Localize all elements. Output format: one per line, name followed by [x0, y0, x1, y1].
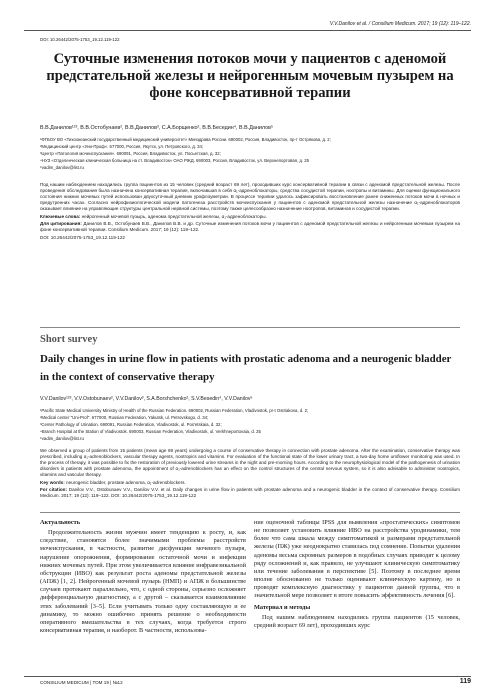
citation-label: For citation: — [40, 487, 68, 493]
header-rule — [24, 30, 471, 31]
affiliation: ¹Pacific State Medical University Ministry of Health of the Russian Federation. 690002, Russian Federation, Vladivostok, pr-t Ostriakova, d. 2; — [40, 408, 309, 413]
keywords-label: Key words: — [40, 479, 65, 485]
affiliation: ³Center Pathology of Urination. 690091, Russian Federation, Vladivostok, ul. Pos'etskaia, d. 32; — [40, 422, 222, 428]
title-russian: Суточные изменения потоков мочи у пациентов с аденомой предстательной железы и нейрогенным мочевым пузырем на фоне консервативной терапии — [46, 51, 454, 102]
footer-journal: CONSILIUM MEDICUM | ТОМ 19 | №12 — [40, 680, 123, 685]
affiliation: ⁴Branch Hospital at the Station of Vladivostok. 690003, Russian Federation, Vladivostok, ul. Verkhneportovaia, d. 25 — [40, 429, 261, 435]
authors-english: V.V.Danilov¹²³, V.V.Ostobunaev², V.V.Danilov³, S.A.Borshchenko², S.V.Besedin⁴, V.V.Danilov⁵ — [40, 396, 253, 402]
doi-russian: DOI: 10.26442/2075-1753_19.12.119-122 — [40, 234, 125, 240]
affiliation: ²Медицинский центр «Уни-Проф». 677000, Россия, Якутск, ул. Петровского, д. 34; — [40, 144, 204, 150]
body-paragraph: ние оценочной таблицы IPSS для выявления «простатических» симптомов не позволяет установить влияние ИВО на расстройства уродинамики, тем более что сама шкала между симптоматикой и размерами предстательной железы (ПЖ) уже неоднократно ставилась под сомнение. Попытки удаления аденомы весьма скромных размеров в подобных случаях приводят к целому ряду осложнений и, как правило, не улучшают клиническую симптоматику или течение заболевания в перспективе [5]. Поэтому в последнее время вполне обоснованно не только оценивают клиническую картину, но и проводят комплексную диагностику у пациентов данной группы, что в значительной мере позволяет в итоге повысить эффективность лечения [6]. — [254, 519, 460, 600]
abstract-text: Под нашим наблюдением находились группа пациентов из 15 человек (средний возраст 69 лет), проходивших курс консервативной терапии в связи с аденомой предстательной железы. После проведения обследования была назначена консервативная терапия, включавшая в себя α₁-адреноблокаторы, средства сосудистой терапии, ноотропы и витамины. Для оценки функционального состояния нижних мочевых путей использован двухсуточный дневник урофлоуметрии. В процессе терапии удалось зафиксировать восстановление ранее сниженных потоков мочи в ночных и предутренних часах. Согласно нейрофизиологической модели патогенеза расстройств мочеиспускания у пациентов с аденомой предстательной железы назначение α₁-адреноблокаторов оказывает влияние на управляющие структуры центральной нервной системы, поэтому также целесообразно назначение ноотропов, витаминов и сосудистой терапии. — [40, 182, 460, 212]
abstract-russian — [40, 182, 460, 242]
citation-text: Danilov V.V., Ostobunaev V.V., Danilov V.V. et al. Daily changes in urine flow in patients with prostate adenoma and a neurogenic bladder in the context of conservative therapy. Consilium Medicum. 2017; 19 (12): 119–122. DOI: 10.26442/2075-1753_19.12.119-122 — [40, 487, 460, 499]
running-head: V.V.Danilov et al. / Consilium Medicum. 2017; 19 (12): 119–122. — [329, 21, 471, 27]
affiliation: ³Центр «Патология мочеиспускания». 690091, Россия, Владивосток, ул. Посьетская, д. 32; — [40, 151, 221, 157]
section-heading-relevance: Актуальность — [40, 519, 81, 526]
citation-text: Данилов В.В., Остобунаев В.В., Данилов В.В. и др. Суточные изменения потоков мочи у пациентов с аденомой предстательной железы и нейрогенным мочевым пузырем на фоне консервативной терапии. Consilium Medicum. 2017; 19 (12): 119–122. — [40, 221, 460, 233]
affiliation-email: ⁵vadim_danilov@list.ru — [40, 165, 84, 171]
abstract-english — [40, 448, 460, 501]
section-divider — [40, 327, 460, 328]
keywords-text: нейрогенный мочевой пузырь, аденома предстательной железы, α₁-адреноблокаторы. — [81, 213, 267, 219]
authors-russian: В.В.Данилов¹²³, В.В.Остобунаев², В.В.Данилов³, С.А.Борщенко², В.В.Беседин⁴, В.В.Данилов⁵ — [40, 125, 274, 131]
section-divider — [40, 512, 460, 513]
keywords-label: Ключевые слова: — [40, 213, 81, 219]
article-type-tag: Short survey — [40, 334, 98, 345]
abstract-text: We observed a group of patients from 15 patients (mean age 69 years) undergoing a course of conservative therapy in connection with prostate adenoma. After the examination, conservative therapy was prescribed, including α₁-adrenoblockers, vascular therapy agents, nootropics and vitamins. For evaluation of the functional state of the lower urinary tract, a two-day home uroflower monitoring was used. In the process of therapy, it was possible to fix the restoration of previously lowered urine streams in the night and pre-morning hours. According to the neurophysiological model of the pathogenesis of urination disorders in patients with prostate adenoma, the appointment of α₁-adrenoblockers has an effect on the control structures of the central nervous system, so it is also advisable to administer nootropics, vitamins and vascular therapy. — [40, 448, 460, 478]
title-english: Daily changes in urine flow in patients with prostatic adenoma and a neurogenic bladder in the context of conservative therapy — [40, 353, 452, 383]
affiliation: ²Medical center "Uni-Prof". 677000, Russian Federation, Yakutsk, ul. Petrovskogo, d. 34; — [40, 415, 209, 421]
citation-english — [40, 487, 460, 499]
affiliations-russian — [40, 137, 460, 172]
citation-label: Для цитирования: — [40, 221, 82, 227]
body-column-left — [40, 519, 246, 635]
footer-rule — [24, 676, 471, 677]
keywords-text: neurogenic bladder, prostate adenoma, α₁-adrenoblockers. — [66, 479, 186, 485]
affiliation-email: ⁵vadim_danilov@list.ru — [40, 436, 84, 442]
body-paragraph: Продолжительность жизни мужчин имеет тенденцию к росту, и, как следствие, становятся более значимыми проблемы расстройств мочеиспускания, в частности, развитие дисфункции мочевого пузыря, нарушение опорожнения, формирование остаточной мочи и инфекции нижних мочевых путей. При этом увеличивается влияние инфравезикальной обструкции (ИВО) как результат роста аденомы предстательной железы (АПЖ) [1, 2]. Нейрогенный мочевой пузырь (НМП) и АПЖ в большинстве случаев протекают параллельно, что, с одной стороны, серьезно осложняет дифференциальную диагностику, а с другой – сказывается взаимовлияние этих заболеваний [3–5]. Если учитывать только одну составляющую и ее динамику, то можно ошибочно принять решение о необходимости оперативного вмешательства в тех случаях, когда требуется строго консервативная терапия, и наоборот. В частности, использова- — [40, 529, 246, 635]
affiliation: ¹ФГБОУ ВО «Тихоокеанский государственный медицинский университет» Минздрава России. 690002, Россия, Владивосток, пр-т Острякова, д. 2; — [40, 137, 331, 142]
affiliation: ⁴НУЗ «Отделенческая клиническая больница на ст. Владивосток» ОАО РЖД. 690003, Россия, Владивосток, ул. Верхнепортовая, д. 25 — [40, 158, 310, 164]
keywords-english — [40, 480, 460, 486]
doi-top: DOI: 10.26442/2075-1753_19.12.119-122 — [40, 37, 120, 42]
body-column-right — [254, 519, 460, 630]
citation-russian — [40, 221, 460, 233]
page-number: 119 — [459, 678, 471, 685]
keywords-russian — [40, 214, 460, 220]
section-heading-methods: Материал и методы — [254, 603, 311, 611]
body-paragraph: Под нашим наблюдением находились группа пациентов (15 человек, средний возраст 69 лет), проходивших курс — [254, 613, 460, 629]
affiliations-english — [40, 408, 460, 442]
